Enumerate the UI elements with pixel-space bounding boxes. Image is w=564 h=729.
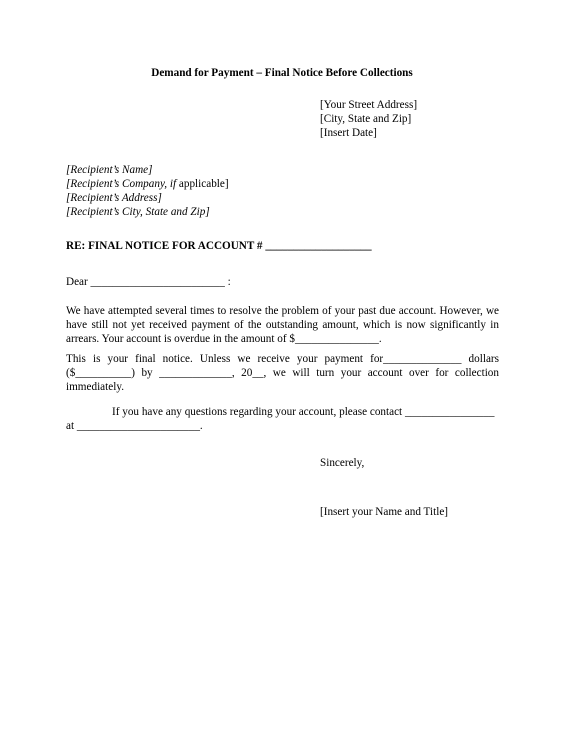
letter-title: Demand for Payment – Final Notice Before Collections <box>151 67 413 79</box>
recipient-city-state-zip: [Recipient’s City, State and Zip] <box>66 206 210 218</box>
signature-line: [Insert your Name and Title] <box>320 506 449 518</box>
re-subject-line: RE: FINAL NOTICE FOR ACCOUNT # ___________________ <box>66 240 372 252</box>
body-paragraph-3-line-1: If you have any questions regarding your account, please contact ________________ <box>112 406 495 418</box>
body-paragraph-3 <box>66 405 499 433</box>
recipient-name: [Recipient’s Name] <box>66 164 153 176</box>
body-paragraph-3-line-2: at ______________________. <box>66 420 203 432</box>
recipient-company-prefix: [Recipient’s Company, <box>66 178 170 190</box>
recipient-address: [Recipient’s Address] <box>66 192 162 204</box>
recipient-company-suffix: applicable] <box>176 178 229 190</box>
recipient-company-if: if <box>169 178 177 190</box>
salutation: Dear ________________________ : <box>66 276 231 288</box>
body-paragraph-2: This is your final notice. Unless we receive your payment for______________ dollars ($__________) by _____________, 20__, we will turn your account over for collection immediately. <box>66 353 499 393</box>
recipient-company <box>66 177 229 191</box>
closing: Sincerely, <box>320 457 365 469</box>
sender-city-state-zip: [City, State and Zip] <box>320 113 412 125</box>
body-paragraph-1: We have attempted several times to resolve the problem of your past due account. However, we have still not yet received payment of the outstanding amount, which is now significantly in arrears. Your account is overdue in the amount of $_______________. <box>66 305 499 345</box>
letter-date: [Insert Date] <box>320 127 377 139</box>
sender-street-address: [Your Street Address] <box>320 99 418 111</box>
